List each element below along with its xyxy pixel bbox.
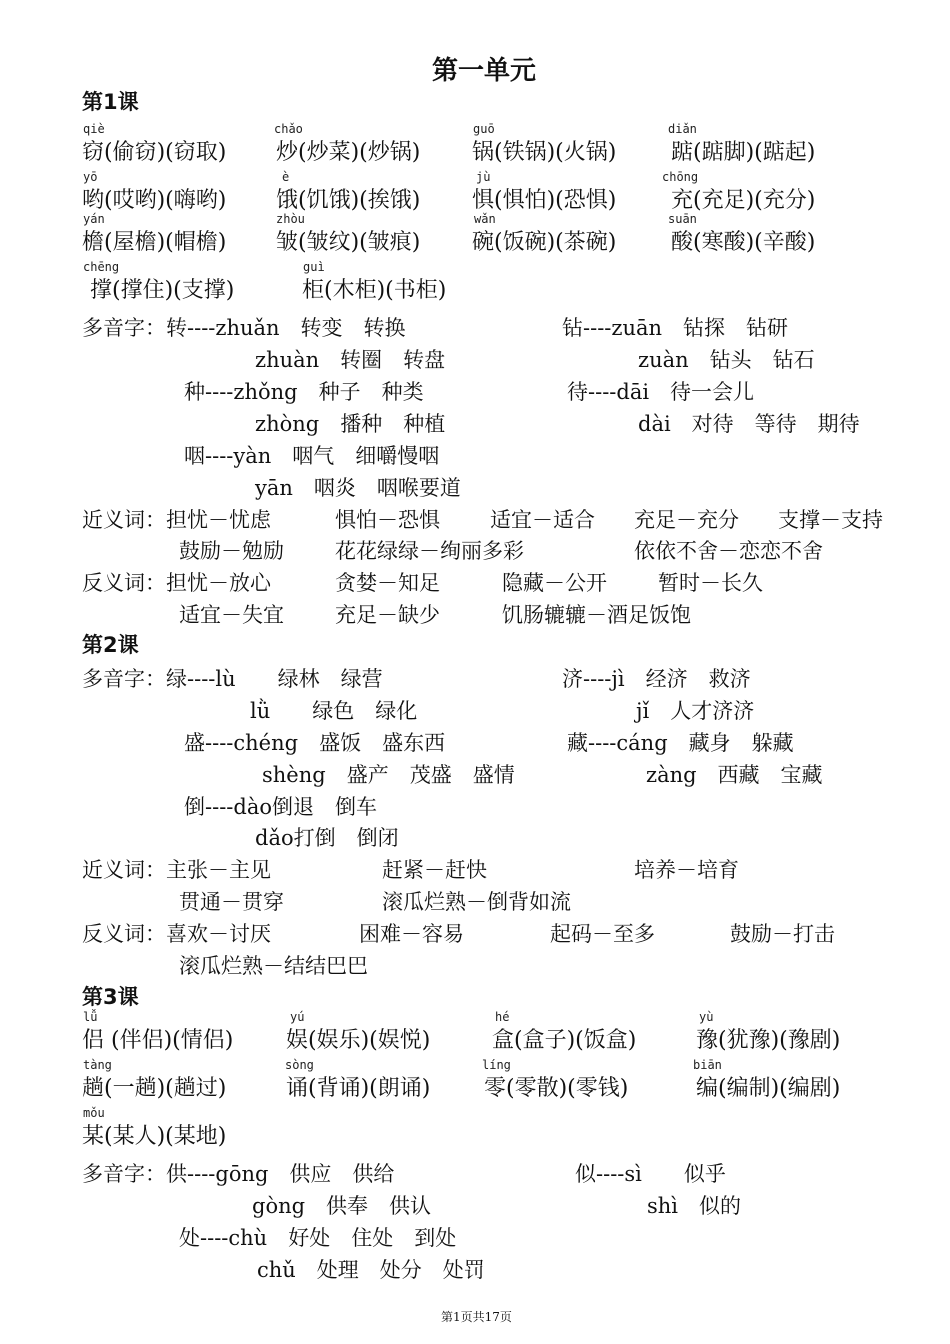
vocab-word: 檐(屋檐)(帽檐)	[82, 230, 227, 255]
text-line: 困难－容易	[359, 922, 464, 946]
pinyin: jù	[476, 170, 491, 184]
pinyin: hé	[495, 1010, 510, 1024]
pinyin: zhòu	[276, 212, 305, 226]
text-line: 暂时－长久	[658, 571, 763, 595]
vocab-word: 盒(盒子)(饭盒)	[492, 1028, 637, 1053]
text-line: 多音字：转----zhuǎn 转变 转换	[82, 316, 406, 340]
pinyin: chēng	[83, 260, 120, 274]
page-footer: 第1页共17页	[441, 1310, 512, 1324]
vocab-word: 侣 (伴侣)(情侣)	[82, 1028, 234, 1053]
pinyin: diǎn	[668, 122, 697, 136]
text-line: 适宜－适合	[490, 508, 595, 532]
page-title: 第一单元	[432, 56, 537, 86]
text-line: jǐ 人才济济	[636, 699, 755, 723]
text-line: 济----jì 经济 救济	[562, 667, 751, 691]
text-line: 花花绿绿－绚丽多彩	[335, 539, 524, 563]
text-line: 充足－缺少	[335, 603, 440, 627]
text-line: 鼓励－打击	[730, 922, 835, 946]
vocab-word: 某(某人)(某地)	[82, 1124, 227, 1149]
text-line: 倒----dào倒退 倒车	[184, 795, 377, 819]
pinyin: qiè	[83, 122, 105, 136]
vocab-word: 锅(铁锅)(火锅)	[472, 140, 617, 165]
text-line: 反义词：担忧－放心	[82, 571, 271, 595]
pinyin: sòng	[285, 1058, 314, 1072]
text-line: 惧怕－恐惧	[335, 508, 440, 532]
pinyin: guō	[473, 122, 495, 136]
text-line: 似----sì 似乎	[575, 1162, 726, 1186]
text-line: zuàn 钻头 钻石	[638, 348, 815, 372]
text-line: 培养－培育	[634, 858, 739, 882]
vocab-word: 趟(一趟)(趟过)	[82, 1076, 227, 1101]
pinyin: yú	[290, 1010, 305, 1024]
text-line: 依依不舍－恋恋不舍	[634, 539, 823, 563]
lesson-heading: 第3课	[82, 985, 139, 1009]
text-line: 鼓励－勉励	[179, 539, 284, 563]
pinyin: guì	[303, 260, 325, 274]
vocab-word: 皱(皱纹)(皱痕)	[276, 230, 421, 255]
text-line: 贪婪－知足	[335, 571, 440, 595]
text-line: 待----dāi 待一会儿	[567, 380, 755, 404]
pinyin: lǚ	[83, 1010, 98, 1024]
pinyin: suān	[668, 212, 697, 226]
pinyin: wǎn	[474, 212, 496, 226]
text-line: zhòng 播种 种植	[255, 412, 446, 436]
pinyin: mǒu	[83, 1106, 105, 1120]
text-line: 隐藏－公开	[502, 571, 607, 595]
pinyin: yán	[83, 212, 105, 226]
text-line: 贯通－贯穿	[179, 890, 284, 914]
text-line: gòng 供奉 供认	[252, 1194, 432, 1218]
vocab-word: 酸(寒酸)(辛酸)	[671, 230, 816, 255]
text-line: 咽----yàn 咽气 细嚼慢咽	[184, 444, 440, 468]
vocab-word: 炒(炒菜)(炒锅)	[276, 140, 421, 165]
text-line: 饥肠辘辘－酒足饭饱	[502, 603, 691, 627]
text-line: 赶紧－赶快	[382, 858, 487, 882]
vocab-word: 惧(惧怕)(恐惧)	[472, 188, 617, 213]
text-line: 近义词：担忧－忧虑	[82, 508, 271, 532]
text-line: zàng 西藏 宝藏	[646, 763, 823, 787]
vocab-word: 窃(偷窃)(窃取)	[82, 140, 227, 165]
text-line: 滚瓜烂熟－倒背如流	[382, 890, 571, 914]
text-line: 藏----cáng 藏身 躲藏	[567, 731, 794, 755]
text-line: 钻----zuān 钻探 钻研	[562, 316, 789, 340]
pinyin: chōng	[662, 170, 699, 184]
text-line: lǜ 绿色 绿化	[250, 699, 418, 723]
text-line: chǔ 处理 处分 处罚	[257, 1258, 485, 1282]
pinyin: tàng	[83, 1058, 112, 1072]
pinyin: biān	[693, 1058, 722, 1072]
lesson-heading: 第1课	[82, 90, 139, 114]
vocab-word: 柜(木柜)(书柜)	[302, 278, 447, 303]
vocab-word: 踮(踮脚)(踮起)	[671, 140, 816, 165]
text-line: 多音字：绿----lù 绿林 绿营	[82, 667, 383, 691]
vocab-word: 娱(娱乐)(娱悦)	[286, 1028, 431, 1053]
text-line: dǎo打倒 倒闭	[255, 826, 399, 850]
vocab-word: 诵(背诵)(朗诵)	[286, 1076, 431, 1101]
vocab-word: 饿(饥饿)(挨饿)	[276, 188, 421, 213]
text-line: zhuàn 转圈 转盘	[255, 348, 446, 372]
text-line: dài 对待 等待 期待	[638, 412, 860, 436]
vocab-word: 零(零散)(零钱)	[484, 1076, 629, 1101]
vocab-word: 豫(犹豫)(豫剧)	[696, 1028, 841, 1053]
text-line: 适宜－失宜	[179, 603, 284, 627]
text-line: 近义词：主张－主见	[82, 858, 271, 882]
vocab-word: 哟(哎哟)(嗨哟)	[82, 188, 227, 213]
pinyin: è	[282, 170, 290, 184]
text-line: 支撑－支持	[778, 508, 883, 532]
text-line: shèng 盛产 茂盛 盛情	[262, 763, 515, 787]
pinyin: líng	[482, 1058, 511, 1072]
vocab-word: 撑(撑住)(支撑)	[90, 278, 235, 303]
pinyin: yō	[83, 170, 98, 184]
text-line: 种----zhǒng 种子 种类	[184, 380, 424, 404]
pinyin: yù	[699, 1010, 714, 1024]
pinyin: chǎo	[274, 122, 303, 136]
lesson-heading: 第2课	[82, 633, 139, 657]
text-line: 起码－至多	[550, 922, 655, 946]
vocab-word: 充(充足)(充分)	[671, 188, 816, 213]
vocab-word: 碗(饭碗)(茶碗)	[472, 230, 617, 255]
vocab-word: 编(编制)(编剧)	[696, 1076, 841, 1101]
text-line: yān 咽炎 咽喉要道	[255, 476, 461, 500]
text-line: 滚瓜烂熟－结结巴巴	[179, 954, 368, 978]
text-line: 充足－充分	[634, 508, 739, 532]
text-line: 盛----chéng 盛饭 盛东西	[184, 731, 446, 755]
text-line: shì 似的	[647, 1194, 742, 1218]
text-line: 多音字：供----gōng 供应 供给	[82, 1162, 395, 1186]
text-line: 处----chù 好处 住处 到处	[179, 1226, 457, 1250]
text-line: 反义词：喜欢－讨厌	[82, 922, 271, 946]
